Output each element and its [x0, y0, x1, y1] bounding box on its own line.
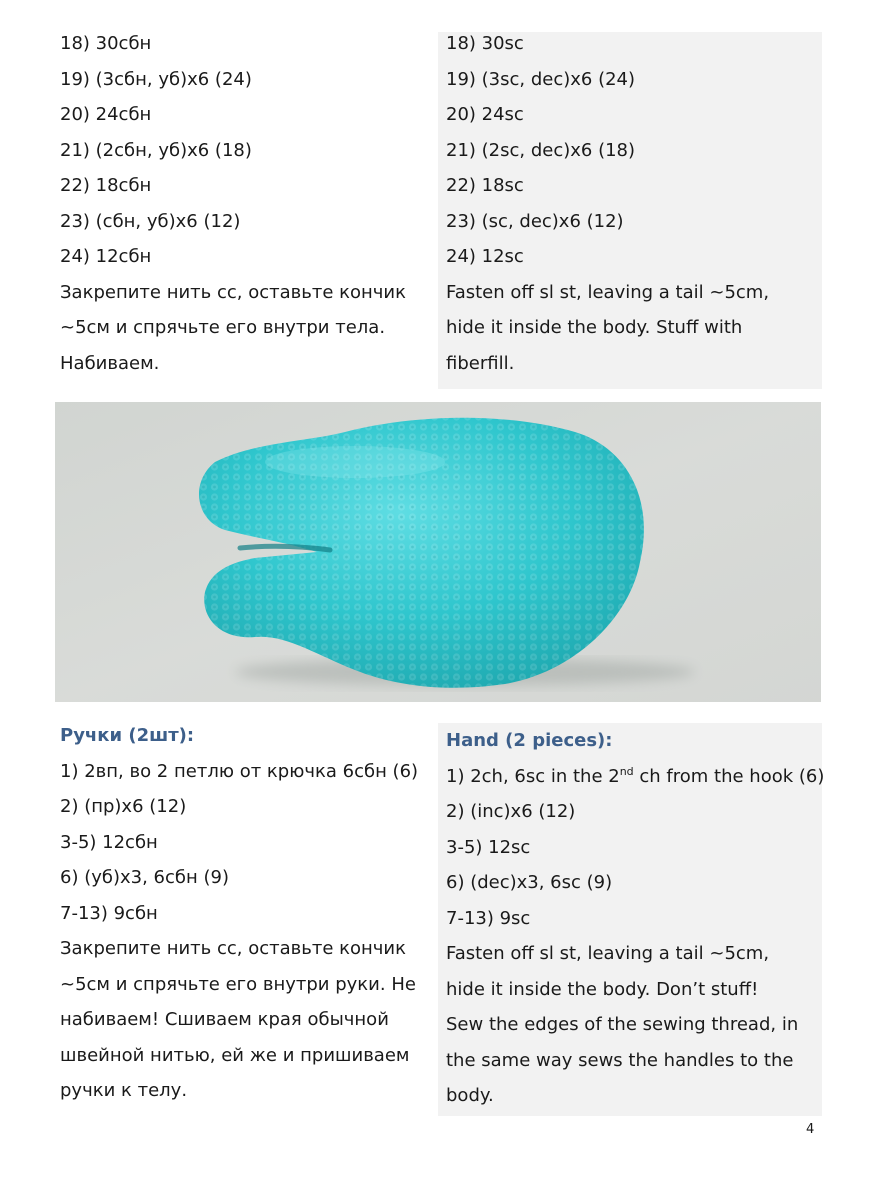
ru-hand-instructions-line: швейной нитью, ей же и пришиваем	[60, 1044, 410, 1066]
top-russian-column	[52, 26, 432, 381]
ru-hand-row: 3-5) 12сбн	[60, 831, 158, 853]
en-hand-row-1-superscript: nd	[619, 764, 634, 778]
en-row-22: 22) 18sc	[446, 175, 524, 196]
ru-hand-instructions-line: Закрепите нить сс, оставьте кончик	[60, 938, 406, 959]
ru-hand-row: 6) (уб)х3, 6сбн (9)	[60, 867, 229, 888]
en-row-19: 19) (3sc, dec)x6 (24)	[446, 68, 636, 90]
en-instructions-line: Fasten off sl st, leaving a tail ~5cm,	[446, 281, 770, 303]
en-row-20: 20) 24sc	[446, 104, 524, 125]
ru-section-heading: Ручки (2шт):	[60, 725, 195, 746]
ru-hand-instructions-line: ~5см и спрячьте его внутри руки. Не	[60, 973, 416, 995]
en-row-24: 24) 12sc	[446, 246, 524, 267]
en-hand-row: 3-5) 12sc	[446, 836, 531, 858]
en-hand-instructions-line: Fasten off sl st, leaving a tail ~5cm,	[446, 943, 770, 964]
en-hand-instructions-line: body.	[446, 1085, 494, 1106]
ru-row-24: 24) 12сбн	[60, 246, 152, 267]
ru-instructions-line: ~5см и спрячьте его внутри тела.	[60, 317, 386, 338]
en-hand-row-1	[446, 759, 825, 795]
top-english-column	[438, 32, 822, 389]
en-hand-row-1-end: ch from the hook (6)	[633, 765, 825, 787]
en-section-heading: Hand (2 pieces):	[446, 730, 613, 751]
en-hand-instructions-line: the same way sews the handles to the	[446, 1049, 794, 1071]
en-hand-row: 7-13) 9sc	[446, 907, 531, 929]
ru-row-23: 23) (сбн, уб)х6 (12)	[60, 210, 241, 232]
ru-hand-row: 7-13) 9сбн	[60, 902, 158, 924]
en-hand-instructions-line: Sew the edges of the sewing thread, in	[446, 1014, 799, 1035]
bottom-russian-column	[52, 718, 432, 1109]
ru-hand-instructions-line: набиваем! Сшиваем края обычной	[60, 1009, 389, 1030]
ru-instructions-line: Набиваем.	[60, 352, 160, 374]
page-number: 4	[806, 1122, 815, 1137]
ru-hand-instructions-line: ручки к телу.	[60, 1080, 188, 1101]
en-hand-row: 2) (inc)x6 (12)	[446, 801, 576, 822]
en-instructions-line: fiberfill.	[446, 352, 515, 374]
en-hand-instructions-line: hide it inside the body. Don’t stuff!	[446, 978, 759, 1000]
crochet-body-photo	[55, 402, 821, 702]
ru-row-22: 22) 18сбн	[60, 175, 152, 196]
en-hand-row-1-start: 1) 2ch, 6sc in the 2	[446, 765, 620, 787]
en-row-21: 21) (2sc, dec)x6 (18)	[446, 139, 636, 161]
ru-row-18: 18) 30сбн	[60, 33, 152, 54]
bottom-english-column	[438, 723, 825, 1116]
ru-hand-row: 2) (пр)х6 (12)	[60, 796, 187, 817]
ru-row-20: 20) 24сбн	[60, 104, 152, 125]
en-row-18: 18) 30sc	[446, 33, 524, 54]
en-instructions-line: hide it inside the body. Stuff with	[446, 317, 743, 338]
ru-hand-row: 1) 2вп, во 2 петлю от крючка 6сбн (6)	[60, 760, 419, 782]
ru-instructions-line: Закрепите нить сс, оставьте кончик	[60, 281, 406, 303]
ru-row-21: 21) (2сбн, уб)х6 (18)	[60, 139, 252, 161]
en-row-23: 23) (sc, dec)x6 (12)	[446, 210, 624, 232]
ru-row-19: 19) (3сбн, уб)х6 (24)	[60, 68, 252, 90]
en-hand-row: 6) (dec)x3, 6sc (9)	[446, 872, 613, 893]
